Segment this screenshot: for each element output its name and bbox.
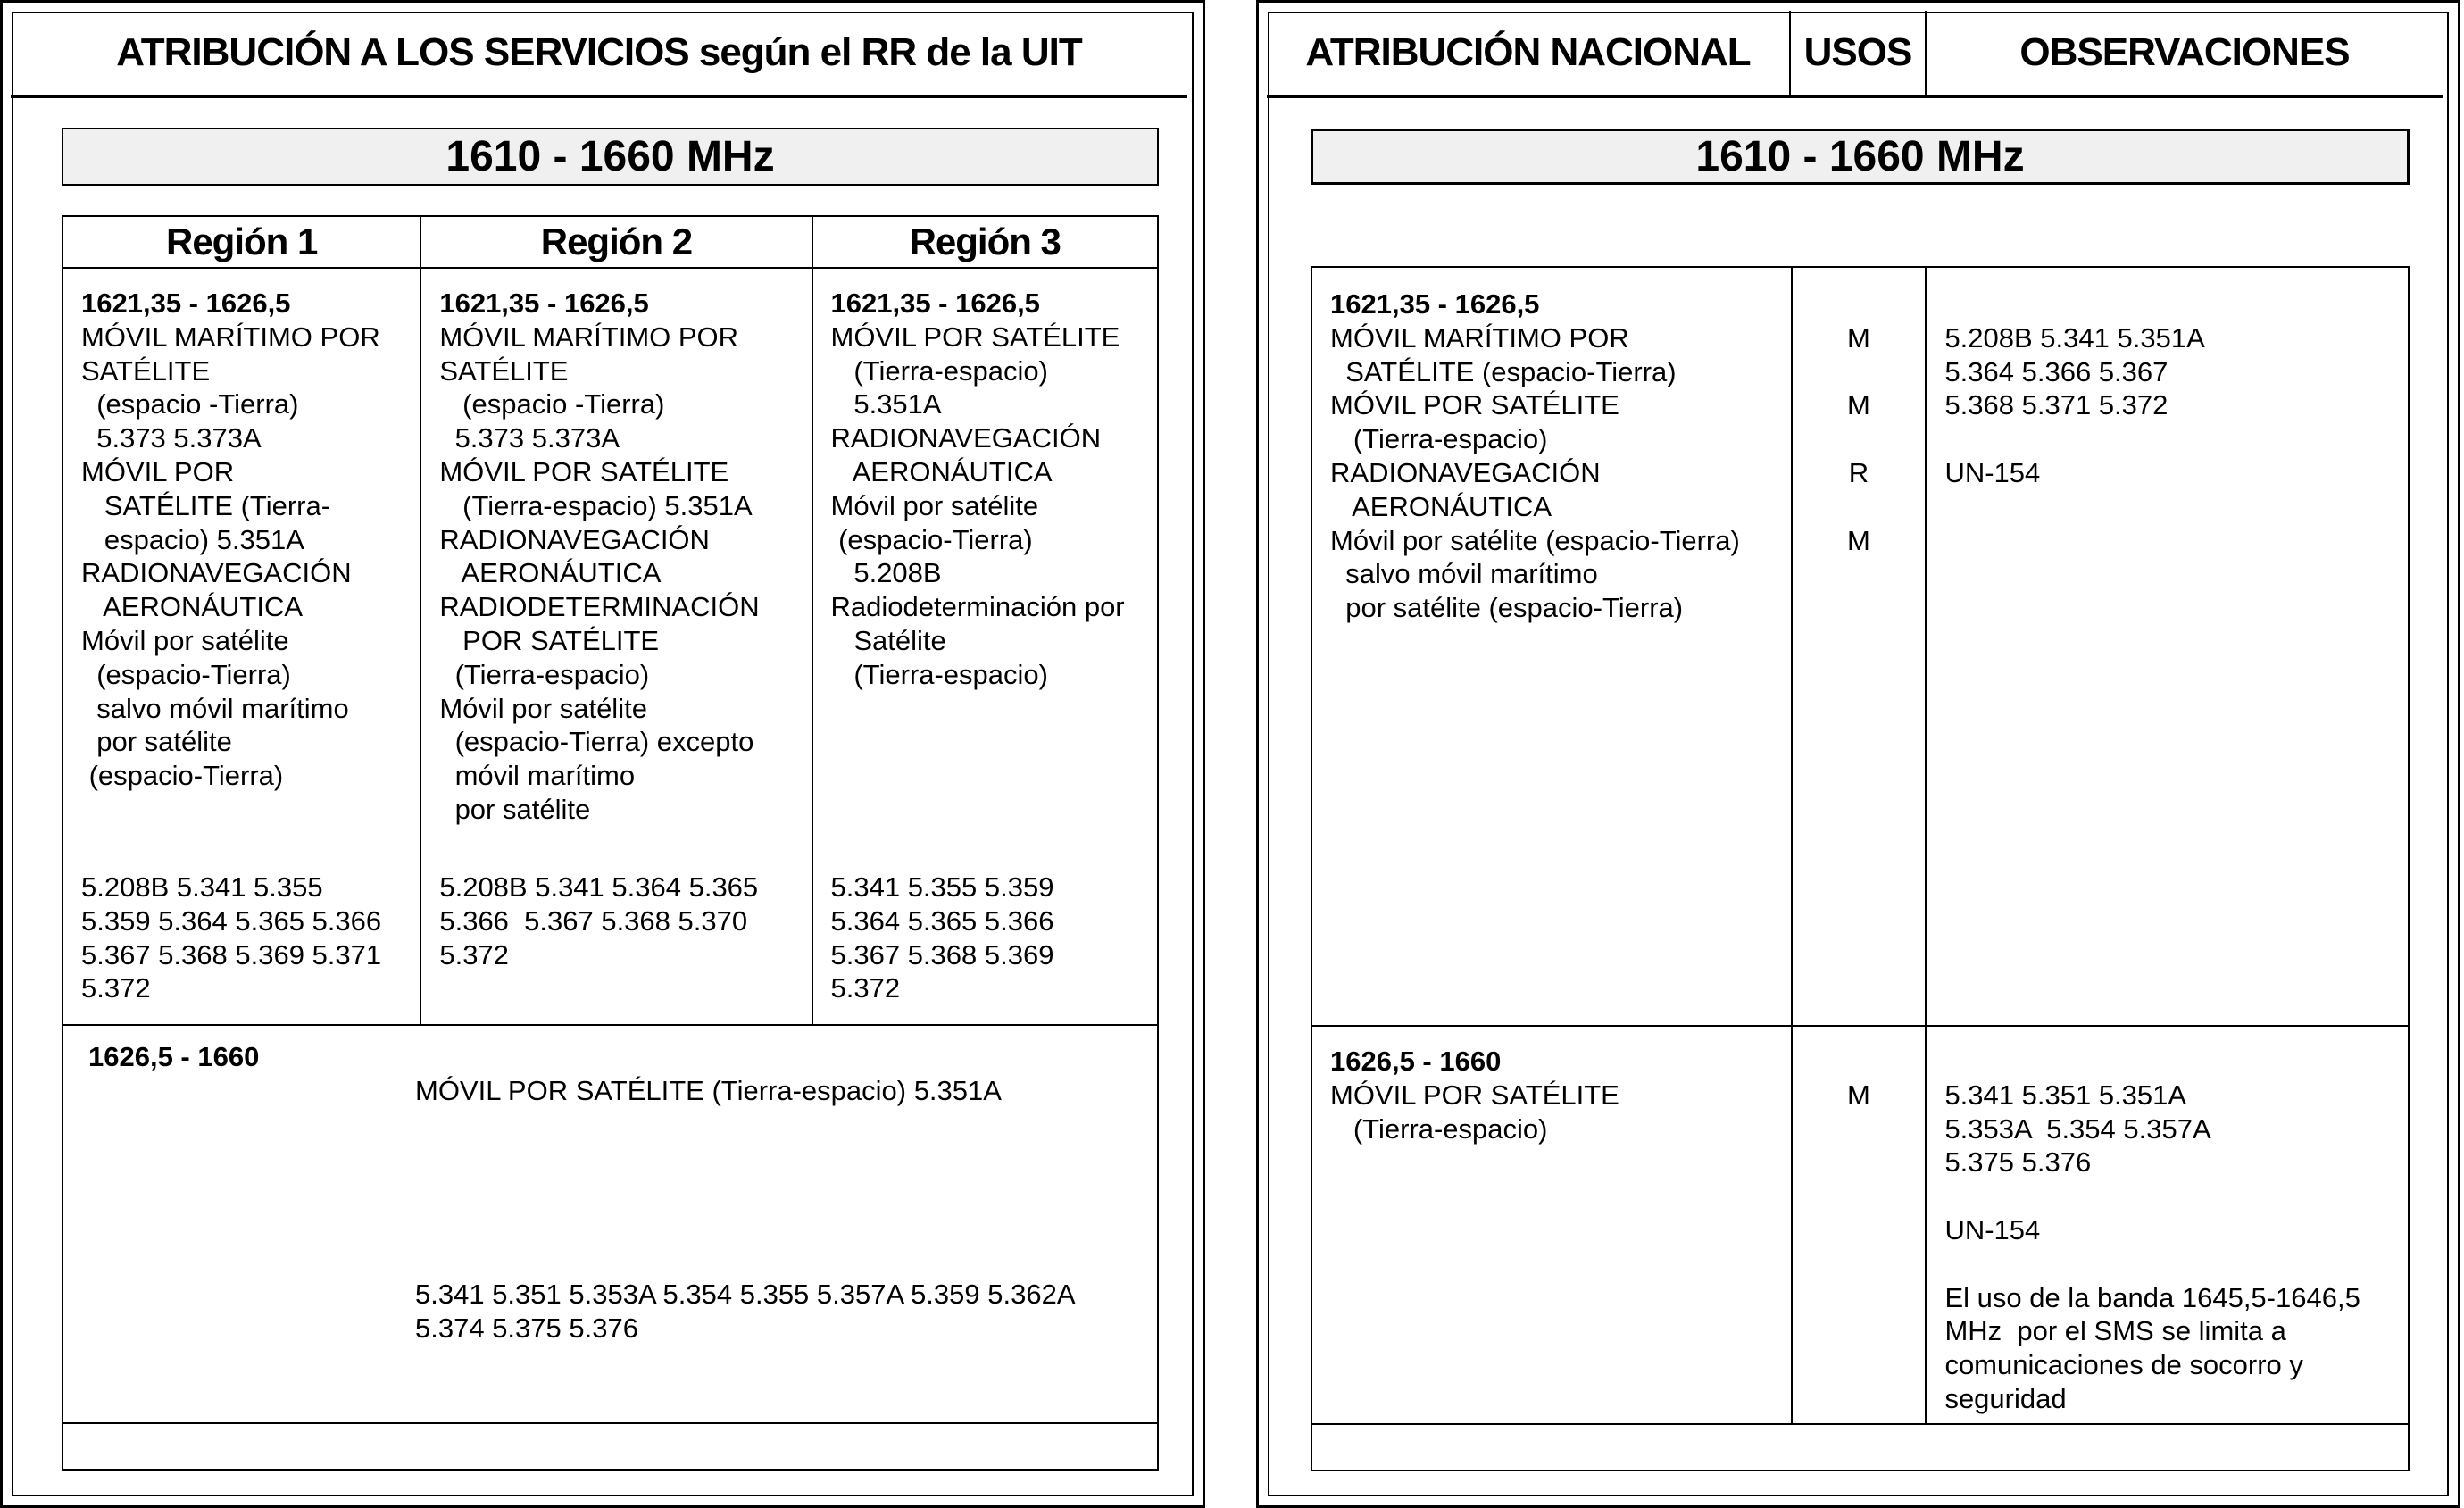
header-observaciones: OBSERVACIONES [2019,30,2350,74]
region-1-footnotes: 5.208B 5.341 5.355 5.359 5.364 5.365 5.366 5.367 5.368 5.369 5.371 5.372 [81,871,382,1004]
left-header [11,11,1187,98]
region-3-range: 1621,35 - 1626,5 [830,287,1040,319]
region-3-cell [812,268,1159,1025]
all-regions-service: MÓVIL POR SATÉLITE (Tierra-espacio) 5.351A [415,1075,1002,1106]
region-2-services: MÓVIL MARÍTIMO POR SATÉLITE (espacio -Tierra) 5.373 5.373A MÓVIL POR SATÉLITE (Tierra-espacio) 5.351A RADIONAVEGACIÓN AERONÁUTICA RADIODETERMINACIÓN POR SATÉLITE (Tierra-espacio) Móvil por satélite (espacio-Tierra) excepto móvil marítimo por satélite [439,321,760,825]
right-allocation-table [1311,266,2410,1471]
usos-cell-1 [1792,267,1927,1026]
region-2-cell [420,268,812,1025]
observaciones-text-2: 5.341 5.351 5.351A 5.353A 5.354 5.357A 5.375 5.376 UN-154 El uso de la banda 1645,5-1646,5 MHz por el SMS se limita a comunicaciones de socorro y seguridad [1944,1079,2360,1414]
all-regions-footnotes: 5.341 5.351 5.353A 5.354 5.355 5.357A 5.359 5.362A 5.374 5.375 5.376 [415,1279,1076,1344]
region-3-footnotes: 5.341 5.355 5.359 5.364 5.365 5.366 5.367 5.368 5.369 5.372 [830,871,1054,1004]
national-range-2: 1626,5 - 1660 [1330,1046,1502,1077]
region-1-heading: Región 1 [62,216,420,268]
right-band-title: 1610 - 1660 MHz [1311,129,2410,185]
right-empty-row [1311,1424,2409,1471]
all-regions-cell [62,1025,1158,1423]
observaciones-text-1: 5.208B 5.341 5.351A 5.364 5.366 5.367 5.368 5.371 5.372 UN-154 [1944,321,2205,488]
region-3-heading: Región 3 [812,216,1159,268]
national-services-1: MÓVIL MARÍTIMO POR SATÉLITE (espacio-Tierra) MÓVIL POR SATÉLITE (Tierra-espacio) RADIONAVEGACIÓN AERONÁUTICA Móvil por satélite (espacio-Tierra) salvo móvil marítimo por satélite (espacio-Tierra) [1330,321,1740,624]
national-attribution-cell-2 [1311,1026,1792,1424]
national-attribution-cell-1 [1311,267,1792,1026]
usos-values-1: M M R M [1847,321,1870,556]
header-atribucion-nacional: ATRIBUCIÓN NACIONAL [1267,11,1791,95]
observaciones-cell-2 [1926,1026,2409,1424]
national-services-2: MÓVIL POR SATÉLITE (Tierra-espacio) [1330,1079,1619,1145]
all-regions-range: 1626,5 - 1660 [88,1041,260,1072]
left-band-title: 1610 - 1660 MHz [62,128,1159,186]
left-header-title: ATRIBUCIÓN A LOS SERVICIOS según el RR de la UIT [116,30,1082,74]
right-header [1267,11,2443,98]
left-empty-row [62,1423,1158,1470]
region-1-services: MÓVIL MARÍTIMO POR SATÉLITE (espacio -Tierra) 5.373 5.373A MÓVIL POR SATÉLITE (Tierra- espacio) 5.351A RADIONAVEGACIÓN AERONÁUTICA Móvil por satélite (espacio-Tierra) salvo móvil marítimo por satélite (espacio-Tierra) [81,321,380,792]
region-2-heading: Región 2 [420,216,812,268]
region-2-footnotes: 5.208B 5.341 5.364 5.365 5.366 5.367 5.368 5.370 5.372 [439,871,759,971]
left-allocation-table [62,215,1159,1471]
national-range-1: 1621,35 - 1626,5 [1330,288,1540,320]
header-usos: USOS [1791,11,1927,95]
observaciones-cell-1 [1926,267,2409,1026]
region-1-range: 1621,35 - 1626,5 [81,287,291,319]
usos-cell-2 [1792,1026,1927,1424]
region-2-range: 1621,35 - 1626,5 [439,287,649,319]
usos-values-2: M [1847,1079,1870,1111]
region-1-cell [62,268,420,1025]
region-3-services: MÓVIL POR SATÉLITE (Tierra-espacio) 5.351A RADIONAVEGACIÓN AERONÁUTICA Móvil por satélite (espacio-Tierra) 5.208B Radiodeterminación por Satélite (Tierra-espacio) [830,321,1125,690]
